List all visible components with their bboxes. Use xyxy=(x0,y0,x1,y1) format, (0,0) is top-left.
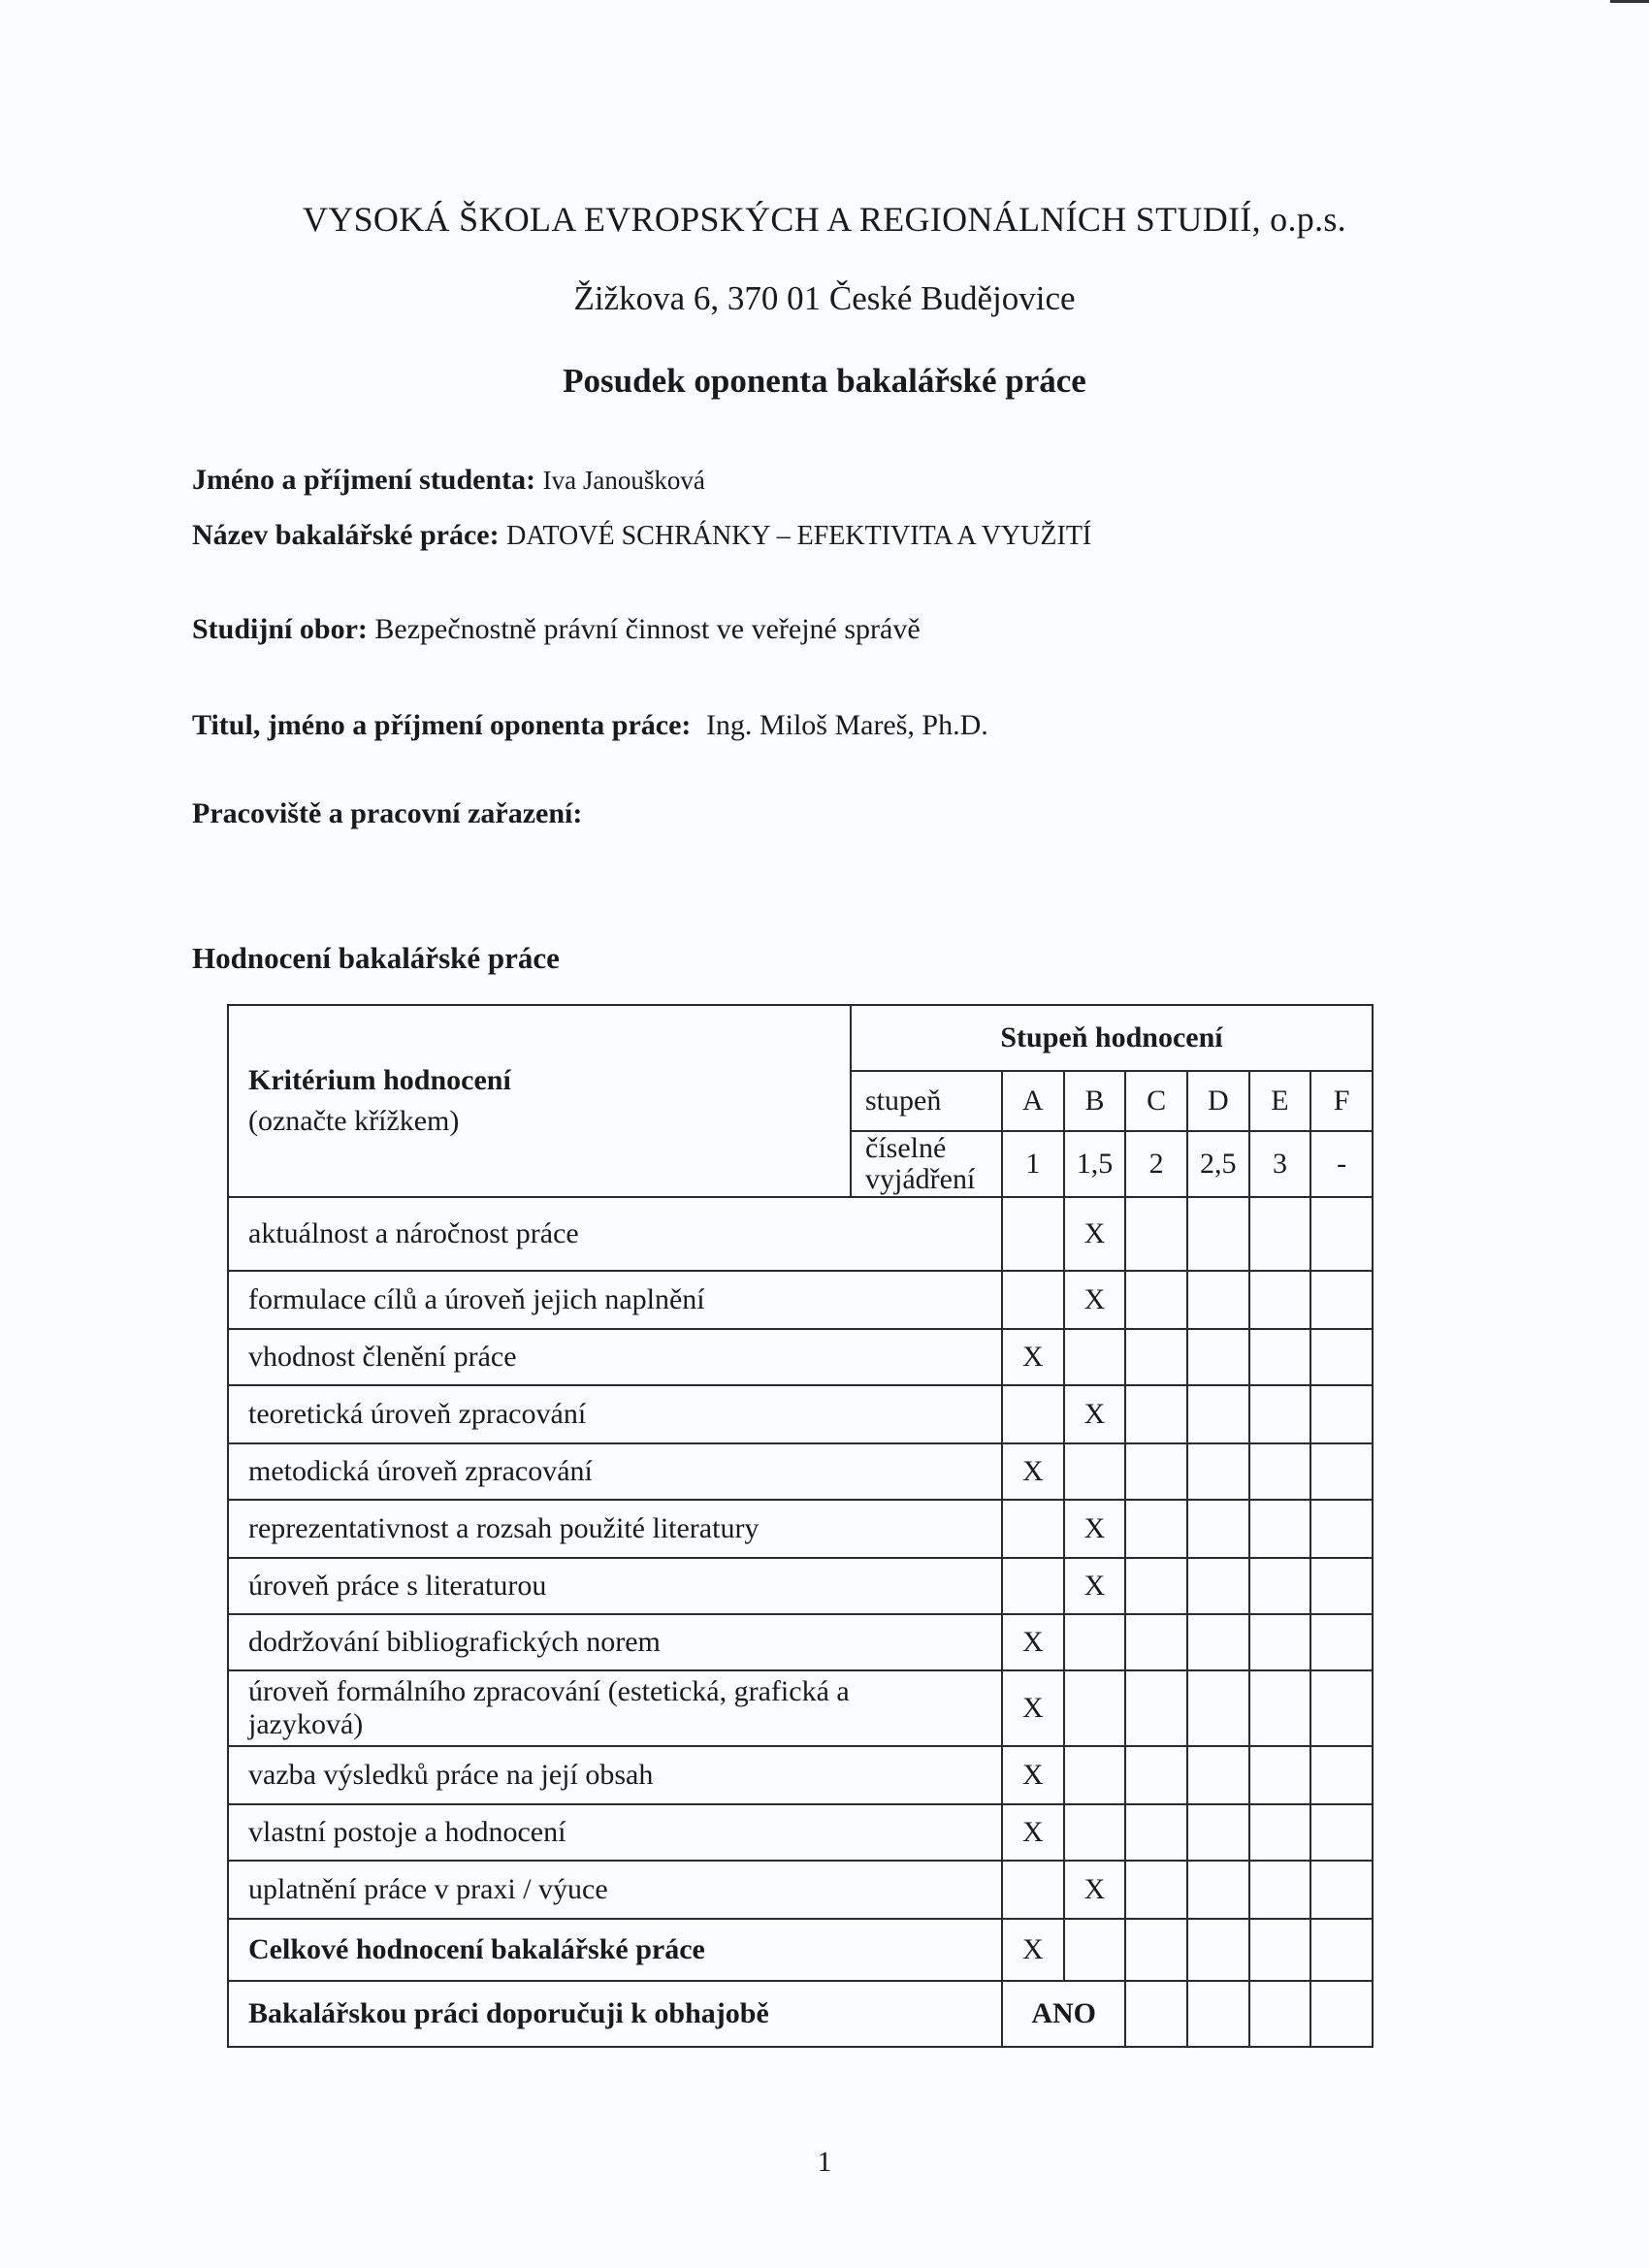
grade-cell-a[interactable] xyxy=(1002,1197,1064,1271)
grade-numeric-e: 3 xyxy=(1249,1131,1311,1197)
reviewer-value: Ing. Miloš Mareš, Ph.D. xyxy=(705,709,988,741)
grade-cell-b[interactable] xyxy=(1064,1614,1126,1670)
recommend-value[interactable]: ANO xyxy=(1002,1981,1125,2047)
grade-header: Stupeň hodnocení xyxy=(851,1005,1373,1071)
grade-cell-d[interactable] xyxy=(1187,1746,1249,1804)
grade-cell-b[interactable] xyxy=(1064,1746,1126,1804)
student-value: Iva Janoušková xyxy=(542,466,705,495)
thesis-value: DATOVÉ SCHRÁNKY – EFEKTIVITA A VYUŽITÍ xyxy=(506,521,1092,551)
grade-cell-e[interactable] xyxy=(1249,1329,1311,1385)
grade-cell-f[interactable] xyxy=(1310,1558,1373,1614)
grade-cell-c[interactable] xyxy=(1125,1746,1187,1804)
table-row xyxy=(228,1329,1373,1385)
grade-cell-b[interactable]: X xyxy=(1064,1558,1126,1614)
grade-cell-c[interactable] xyxy=(1125,1804,1187,1861)
grade-cell-f[interactable] xyxy=(1310,1271,1373,1329)
criterion-label: dodržování bibliografických norem xyxy=(228,1614,1002,1670)
grade-cell-e[interactable] xyxy=(1249,1558,1311,1614)
reviewer-field xyxy=(192,709,988,742)
grade-cell-d[interactable] xyxy=(1187,1861,1249,1919)
overall-grade-cell-e[interactable] xyxy=(1249,1919,1311,1981)
page-number: 1 xyxy=(817,2146,832,2178)
criterion-header: Kritérium hodnocení xyxy=(248,1064,511,1096)
grade-letter-d: D xyxy=(1187,1071,1249,1131)
overall-label: Celkové hodnocení bakalářské práce xyxy=(228,1919,1002,1981)
table-row xyxy=(228,1443,1373,1500)
grade-cell-e[interactable] xyxy=(1249,1746,1311,1804)
table-row xyxy=(228,1500,1373,1558)
table-row xyxy=(228,1670,1373,1746)
grade-cell-b[interactable] xyxy=(1064,1804,1126,1861)
grade-cell-d[interactable] xyxy=(1187,1558,1249,1614)
workplace-label: Pracoviště a pracovní zařazení: xyxy=(192,797,583,829)
program-label: Studijní obor: xyxy=(192,613,368,645)
recommend-empty-cell xyxy=(1249,1981,1311,2047)
grade-cell-b[interactable] xyxy=(1064,1670,1126,1746)
grade-cell-c[interactable] xyxy=(1125,1670,1187,1746)
grade-row-label: stupeň xyxy=(851,1071,1002,1131)
grade-cell-b[interactable]: X xyxy=(1064,1197,1126,1271)
grade-letter-e: E xyxy=(1249,1071,1311,1131)
criterion-label: formulace cílů a úroveň jejich naplnění xyxy=(228,1271,1002,1329)
grade-cell-a[interactable]: X xyxy=(1002,1670,1064,1746)
grade-cell-d[interactable] xyxy=(1187,1670,1249,1746)
overall-row xyxy=(228,1919,1373,1981)
grade-cell-e[interactable] xyxy=(1249,1197,1311,1271)
thesis-field xyxy=(192,519,1091,552)
table-row xyxy=(228,1861,1373,1919)
grade-cell-b[interactable]: X xyxy=(1064,1861,1126,1919)
criterion-label: uplatnění práce v praxi / výuce xyxy=(228,1861,1002,1919)
grade-numeric-a: 1 xyxy=(1002,1131,1064,1197)
table-row xyxy=(228,1558,1373,1614)
grade-cell-f[interactable] xyxy=(1310,1500,1373,1558)
reviewer-label: Titul, jméno a příjmení oponenta práce: xyxy=(192,709,692,741)
criterion-label: metodická úroveň zpracování xyxy=(228,1443,1002,1500)
table-row xyxy=(228,1385,1373,1443)
grade-cell-c[interactable] xyxy=(1125,1329,1187,1385)
grade-cell-f[interactable] xyxy=(1310,1861,1373,1919)
document-title: Posudek oponenta bakalářské práce xyxy=(563,362,1086,400)
program-field xyxy=(192,613,921,646)
grade-letter-f: F xyxy=(1310,1071,1373,1131)
criterion-label: úroveň práce s literaturou xyxy=(228,1558,1002,1614)
student-field xyxy=(192,464,705,497)
grade-cell-d[interactable] xyxy=(1187,1443,1249,1500)
grade-cell-e[interactable] xyxy=(1249,1385,1311,1443)
grade-cell-b[interactable]: X xyxy=(1064,1271,1126,1329)
grade-cell-c[interactable] xyxy=(1125,1271,1187,1329)
overall-grade-cell-b[interactable] xyxy=(1064,1919,1126,1981)
criterion-label: vazba výsledků práce na její obsah xyxy=(228,1746,1002,1804)
grade-cell-b[interactable] xyxy=(1064,1329,1126,1385)
grade-cell-f[interactable] xyxy=(1310,1804,1373,1861)
grade-letter-b: B xyxy=(1064,1071,1126,1131)
recommend-empty-cell xyxy=(1310,1981,1373,2047)
grade-cell-e[interactable] xyxy=(1249,1614,1311,1670)
grade-cell-d[interactable] xyxy=(1187,1500,1249,1558)
grade-cell-f[interactable] xyxy=(1310,1614,1373,1670)
criterion-label: úroveň formálního zpracování (estetická, grafická a jazyková) xyxy=(228,1670,1002,1746)
grade-numeric-d: 2,5 xyxy=(1187,1131,1249,1197)
workplace-field xyxy=(192,797,582,830)
grade-cell-e[interactable] xyxy=(1249,1670,1311,1746)
criterion-label: teoretická úroveň zpracování xyxy=(228,1385,1002,1443)
criterion-label: reprezentativnost a rozsah použité literatury xyxy=(228,1500,1002,1558)
grade-cell-c[interactable] xyxy=(1125,1443,1187,1500)
grade-cell-f[interactable] xyxy=(1310,1443,1373,1500)
table-header-row xyxy=(228,1005,1373,1071)
school-address: Žižkova 6, 370 01 České Budějovice xyxy=(573,279,1076,317)
recommend-label: Bakalářskou práci doporučuji k obhajobě xyxy=(228,1981,1002,2047)
grade-numeric-f: - xyxy=(1310,1131,1373,1197)
grade-cell-a[interactable]: X xyxy=(1002,1614,1064,1670)
overall-grade-cell-f[interactable] xyxy=(1310,1919,1373,1981)
grade-cell-c[interactable] xyxy=(1125,1558,1187,1614)
grade-cell-c[interactable] xyxy=(1125,1614,1187,1670)
grade-cell-a[interactable] xyxy=(1002,1385,1064,1443)
recommend-row xyxy=(228,1981,1373,2047)
scan-edge-mark xyxy=(1610,0,1649,3)
grade-cell-d[interactable] xyxy=(1187,1385,1249,1443)
table-row xyxy=(228,1804,1373,1861)
grade-cell-c[interactable] xyxy=(1125,1197,1187,1271)
overall-grade-cell-c[interactable] xyxy=(1125,1919,1187,1981)
table-row xyxy=(228,1614,1373,1670)
grade-cell-f[interactable] xyxy=(1310,1329,1373,1385)
grade-numeric-c: 2 xyxy=(1125,1131,1187,1197)
grade-cell-c[interactable] xyxy=(1125,1500,1187,1558)
table-row xyxy=(228,1271,1373,1329)
criterion-label: vlastní postoje a hodnocení xyxy=(228,1804,1002,1861)
grade-letter-c: C xyxy=(1125,1071,1187,1131)
grade-cell-c[interactable] xyxy=(1125,1385,1187,1443)
grade-cell-a[interactable] xyxy=(1002,1558,1064,1614)
grade-cell-a[interactable]: X xyxy=(1002,1804,1064,1861)
grade-cell-a[interactable]: X xyxy=(1002,1746,1064,1804)
grade-cell-a[interactable]: X xyxy=(1002,1443,1064,1500)
school-name: VYSOKÁ ŠKOLA EVROPSKÝCH A REGIONÁLNÍCH STUDIÍ, o.p.s. xyxy=(303,200,1346,239)
criterion-subheader: (označte křížkem) xyxy=(248,1105,460,1137)
recommend-empty-cell xyxy=(1125,1981,1187,2047)
recommend-empty-cell xyxy=(1187,1981,1249,2047)
grade-cell-e[interactable] xyxy=(1249,1500,1311,1558)
grade-cell-e[interactable] xyxy=(1249,1861,1311,1919)
grade-cell-d[interactable] xyxy=(1187,1329,1249,1385)
grade-cell-b[interactable]: X xyxy=(1064,1385,1126,1443)
grade-cell-b[interactable] xyxy=(1064,1443,1126,1500)
table-row xyxy=(228,1746,1373,1804)
overall-grade-cell-d[interactable] xyxy=(1187,1919,1249,1981)
numeric-row-label: číselné vyjádření xyxy=(851,1131,1002,1197)
table-row xyxy=(228,1197,1373,1271)
grade-cell-e[interactable] xyxy=(1249,1804,1311,1861)
criterion-label: vhodnost členění práce xyxy=(228,1329,1002,1385)
program-value: Bezpečnostně právní činnost ve veřejné správě xyxy=(374,613,921,645)
grade-cell-a[interactable] xyxy=(1002,1861,1064,1919)
grade-cell-a[interactable] xyxy=(1002,1271,1064,1329)
grade-cell-f[interactable] xyxy=(1310,1385,1373,1443)
grade-cell-f[interactable] xyxy=(1310,1746,1373,1804)
grade-cell-d[interactable] xyxy=(1187,1271,1249,1329)
grade-cell-e[interactable] xyxy=(1249,1271,1311,1329)
grade-cell-e[interactable] xyxy=(1249,1443,1311,1500)
thesis-label: Název bakalářské práce: xyxy=(192,519,500,551)
evaluation-table xyxy=(227,1004,1374,2048)
grade-cell-a[interactable] xyxy=(1002,1500,1064,1558)
evaluation-section-title: Hodnocení bakalářské práce xyxy=(192,941,560,975)
grade-cell-c[interactable] xyxy=(1125,1861,1187,1919)
grade-cell-d[interactable] xyxy=(1187,1804,1249,1861)
grade-cell-d[interactable] xyxy=(1187,1614,1249,1670)
grade-cell-a[interactable]: X xyxy=(1002,1329,1064,1385)
overall-grade-cell-a[interactable]: X xyxy=(1002,1919,1064,1981)
grade-numeric-b: 1,5 xyxy=(1064,1131,1126,1197)
grade-cell-d[interactable] xyxy=(1187,1197,1249,1271)
criterion-label: aktuálnost a náročnost práce xyxy=(228,1197,1002,1271)
grade-cell-f[interactable] xyxy=(1310,1670,1373,1746)
grade-cell-b[interactable]: X xyxy=(1064,1500,1126,1558)
criterion-header-cell xyxy=(228,1005,851,1197)
grade-cell-f[interactable] xyxy=(1310,1197,1373,1271)
grade-letter-a: A xyxy=(1002,1071,1064,1131)
student-label: Jméno a příjmení studenta: xyxy=(192,464,536,496)
